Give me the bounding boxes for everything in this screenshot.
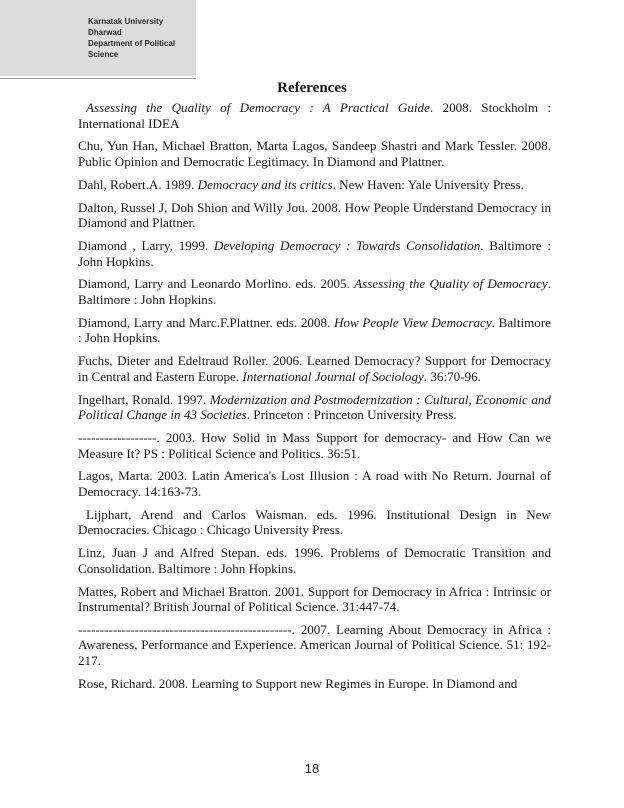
reference-list <box>78 100 551 699</box>
reference-item: ------------------. 2003. How Solid in Mass Support for democracy- and How Can we Measure It? PS : Political Science and Politics. 36:51. <box>78 430 551 461</box>
reference-item: Dalton, Russel J, Doh Shion and Willy Jou. 2008. How People Understand Democracy in Diamond and Plattner. <box>78 199 551 231</box>
reference-item: Diamond, Larry and Leonardo Morlino. eds. 2005. Assessing the Quality of Democracy. Baltimore : John Hopkins. <box>78 276 551 307</box>
reference-item: Rose, Richard. 2008. Learning to Support new Regimes in Europe. In Diamond and <box>78 675 518 691</box>
reference-item: Assessing the Quality of Democracy : A Practical Guide. 2008. Stockholm : International IDEA <box>78 100 552 131</box>
header-divider <box>0 78 196 79</box>
reference-item: -------------------------------------------------. 2007. Learning About Democracy in Africa : Awareness, Performance and Experience. American Journal of Political Science. 51: 192-217. <box>78 621 551 668</box>
header-text <box>88 16 196 60</box>
reference-item: Fuchs, Dieter and Edeltraud Roller. 2006. Learned Democracy? Support for Democracy in Central and Eastern Europe. International Journal of Sociology. 36:70-96. <box>78 353 551 384</box>
reference-item: Lagos, Marta. 2003. Latin America's Lost Illusion : A road with No Return. Journal of Democracy. 14:163-73. <box>78 468 551 499</box>
reference-item: Linz, Juan J and Alfred Stepan. eds. 1996. Problems of Democratic Transition and Consolidation. Baltimore : John Hopkins. <box>78 545 551 576</box>
reference-item: Mattes, Robert and Michael Bratton. 2001. Support for Democracy in Africa : Intrinsic or Instrumental? British Journal of Political Science. 31:447-74. <box>78 583 551 615</box>
header-box <box>0 0 196 76</box>
reference-item: Dahl, Robert.A. 1989. Democracy and its critics. New Haven: Yale University Press. <box>78 176 524 192</box>
reference-item: Chu, Yun Han, Michael Bratton, Marta Lagos, Sandeep Shastri and Mark Tessler. 2008. Public Opinion and Democratic Legitimacy. In Diamond and Plattner. <box>78 138 551 169</box>
page-title: References <box>277 80 347 96</box>
reference-item: Lijphart, Arend and Carlos Waisman. eds. 1996. Institutional Design in New Democracies. Chicago : Chicago University Press. <box>78 506 551 538</box>
reference-item: Diamond, Larry and Marc.F.Plattner. eds. 2008. How People View Democracy. Baltimore : John Hopkins. <box>78 314 551 346</box>
page-number: 18 <box>304 761 320 776</box>
header-department: Department of Political Science <box>88 39 176 59</box>
reference-item: Ingelhart, Ronald. 1997. Modernization and Postmodernization : Cultural, Economic and Political Change in 43 Societies. Princeton : Princeton University Press. <box>78 391 551 423</box>
header-university: Karnatak University Dharwad <box>88 17 164 37</box>
reference-item: Diamond , Larry, 1999. Developing Democracy : Towards Consolidation. Baltimore : John Hopkins. <box>78 238 551 269</box>
